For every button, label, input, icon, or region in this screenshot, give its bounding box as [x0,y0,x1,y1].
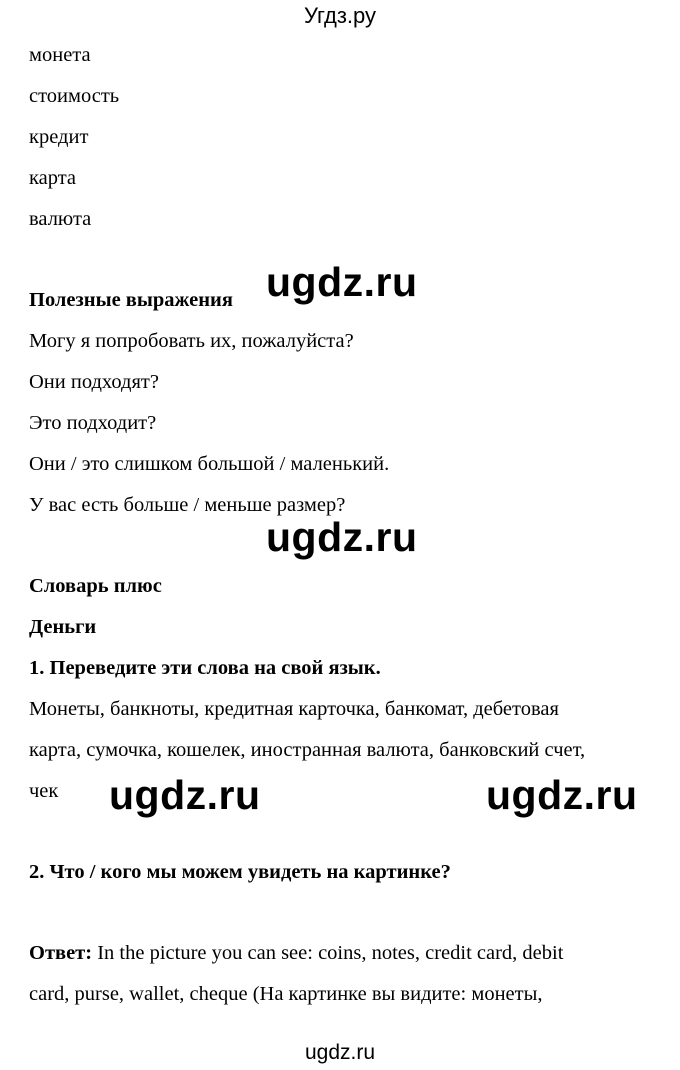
site-header: Угдз.ру [303,3,377,28]
word-moneta: монета [29,44,91,66]
word-karta: карта [29,167,77,189]
expression-line: Они / это слишком большой / маленький. [29,453,390,475]
answer-line-1 [29,940,563,966]
site-footer: ugdz.ru [304,1041,376,1064]
answer-label: Ответ: [29,942,93,964]
task1-text-line: карта, сумочка, кошелек, иностранная валюта, банковский счет, [29,739,586,761]
task1-text-line: Монеты, банкноты, кредитная карточка, банкомат, дебетовая [29,698,559,720]
task1-text-line: чек [29,780,59,802]
word-valyuta: валюта [29,208,92,230]
money-subheading: Деньги [29,616,97,638]
expression-line: Это подходит? [29,412,157,434]
watermark: ugdz.ru [266,259,418,305]
answer-line-2: card, purse, wallet, cheque (На картинке вы видите: монеты, [29,983,543,1005]
watermark: ugdz.ru [266,514,418,560]
expression-line: Могу я попробовать их, пожалуйста? [29,330,354,352]
task1-title: 1. Переведите эти слова на свой язык. [29,657,381,679]
watermark: ugdz.ru [109,772,261,818]
expression-line: У вас есть больше / меньше размер? [29,494,346,516]
watermark: ugdz.ru [486,772,638,818]
answer-text-1: In the picture you can see: coins, notes, credit card, debit [92,942,564,964]
expression-line: Они подходят? [29,371,159,393]
vocabulary-plus-heading: Словарь плюс [29,575,162,597]
useful-expressions-heading: Полезные выражения [29,289,233,311]
word-stoimost: стоимость [29,85,120,107]
task2-title: 2. Что / кого мы можем увидеть на картинке? [29,861,451,883]
word-kredit: кредит [29,126,89,148]
